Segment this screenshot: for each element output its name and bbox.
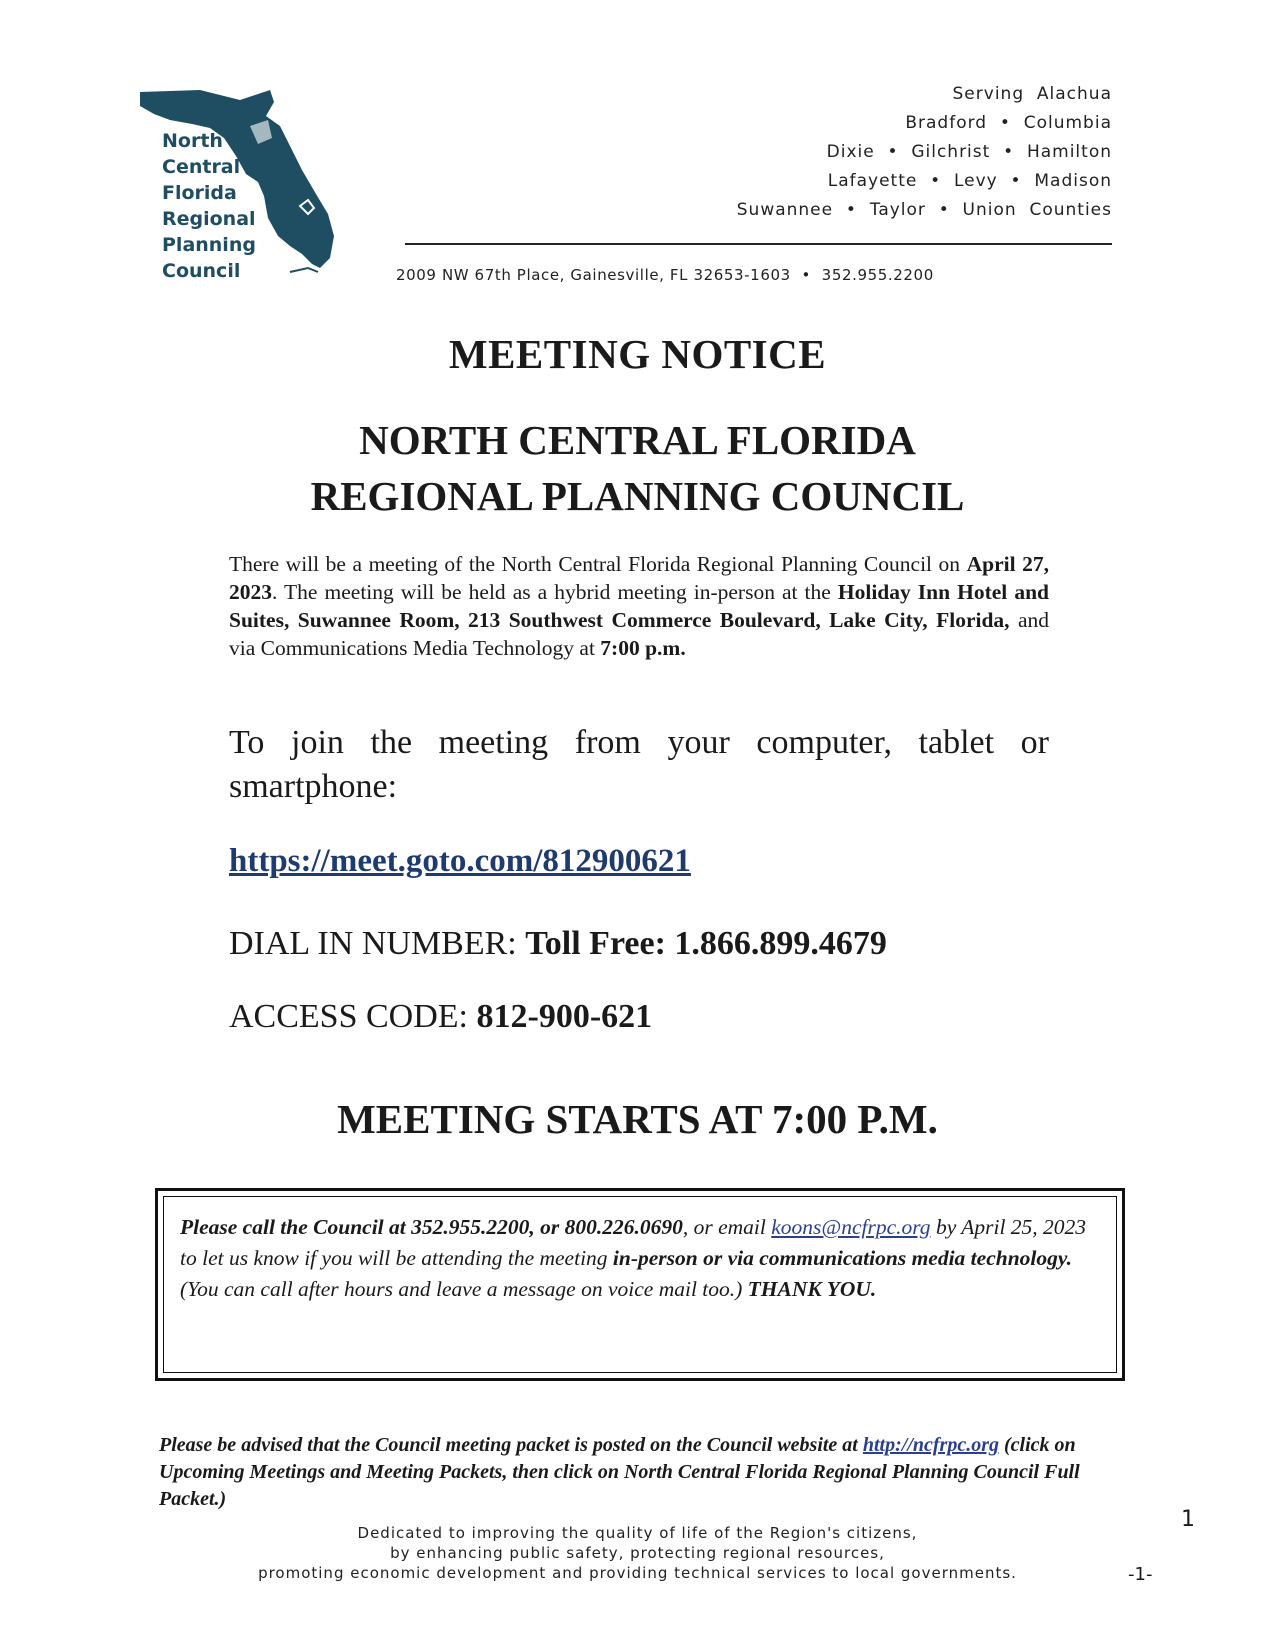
council-address: 2009 NW 67th Place, Gainesville, FL 32653-1603 • 352.955.2200	[396, 266, 934, 284]
intro-text: and via Communications Media Technology at	[229, 608, 1049, 660]
footer-line: by enhancing public safety, protecting regional resources,	[390, 1544, 885, 1562]
join-instructions: To join the meeting from your computer, tablet or smartphone:	[229, 724, 1049, 805]
rsvp-text-part: (You can call after hours and leave a message on voice mail too.)	[180, 1277, 748, 1301]
logo-line: Central	[162, 156, 241, 178]
meeting-location: Holiday Inn Hotel and Suites, Suwannee Room, 213 Southwest Commerce Boulevard, Lake City, Florida,	[229, 580, 1049, 632]
logo-wordmark	[162, 128, 256, 284]
counties-line: Serving Alachua	[952, 84, 1112, 104]
meeting-start-heading: MEETING STARTS AT 7:00 P.M.	[337, 1096, 938, 1142]
page-title: MEETING NOTICE	[448, 331, 827, 377]
dial-in-number	[229, 925, 887, 963]
footer-line: promoting economic development and providing technical services to local governments.	[258, 1564, 1017, 1582]
rsvp-text	[180, 1212, 1100, 1305]
rsvp-text-part: , or email	[682, 1215, 772, 1239]
access-code	[229, 998, 652, 1036]
logo-line: North	[162, 130, 223, 152]
council-name-line: REGIONAL PLANNING COUNCIL	[310, 473, 965, 519]
page-marker: -1-	[1128, 1564, 1153, 1585]
mission-footer	[0, 1523, 1275, 1583]
logo-line: Planning	[162, 234, 256, 256]
rsvp-thanks: THANK YOU.	[747, 1277, 877, 1301]
intro-text: There will be a meeting of the North Central Florida Regional Planning Council on	[229, 552, 967, 576]
packet-advisory	[159, 1432, 1119, 1513]
council-name-line: NORTH CENTRAL FLORIDA	[359, 417, 916, 463]
counties-line: Suwannee • Taylor • Union Counties	[736, 200, 1112, 220]
rsvp-text-part: by April 25, 2023 to let us know if you will be attending the meeting	[180, 1215, 1087, 1270]
logo-line: Florida	[162, 182, 237, 204]
rsvp-email-link[interactable]: koons@ncfrpc.org	[771, 1215, 931, 1239]
counties-line: Lafayette • Levy • Madison	[827, 171, 1112, 191]
meeting-time: 7:00 p.m.	[600, 636, 686, 660]
dial-value: Toll Free: 1.866.899.4679	[525, 925, 887, 962]
intro-text: . The meeting will be held as a hybrid meeting in-person at the	[272, 580, 838, 604]
council-website-link[interactable]: http://ncfrpc.org	[862, 1434, 999, 1456]
meeting-date: April 27, 2023	[229, 552, 1049, 604]
rsvp-phone: Please call the Council at 352.955.2200, or 800.226.0690	[180, 1215, 683, 1239]
access-label: ACCESS CODE:	[229, 998, 477, 1035]
logo-line: Regional	[162, 208, 256, 230]
council-name	[0, 412, 1275, 524]
counties-line: Bradford • Columbia	[905, 113, 1112, 133]
page-number: 1	[1181, 1507, 1195, 1532]
meeting-intro	[229, 550, 1049, 662]
access-value: 812-900-621	[476, 998, 653, 1035]
dial-label: DIAL IN NUMBER:	[229, 925, 526, 962]
advisory-text: (click on Upcoming Meetings and Meeting Packets, then click on North Central Florida Regional Planning Council Full Packet.)	[159, 1434, 1080, 1510]
meeting-link[interactable]: https://meet.goto.com/812900621	[229, 843, 691, 879]
counties-list	[737, 80, 1112, 225]
advisory-text: Please be advised that the Council meeting packet is posted on the Council website at	[159, 1434, 863, 1456]
letterhead-divider	[405, 243, 1112, 245]
footer-line: Dedicated to improving the quality of life of the Region's citizens,	[357, 1524, 918, 1542]
rsvp-attendance-mode: in-person or via communications media technology.	[612, 1246, 1073, 1270]
counties-line: Dixie • Gilchrist • Hamilton	[826, 142, 1112, 162]
logo-line: Council	[162, 260, 241, 282]
